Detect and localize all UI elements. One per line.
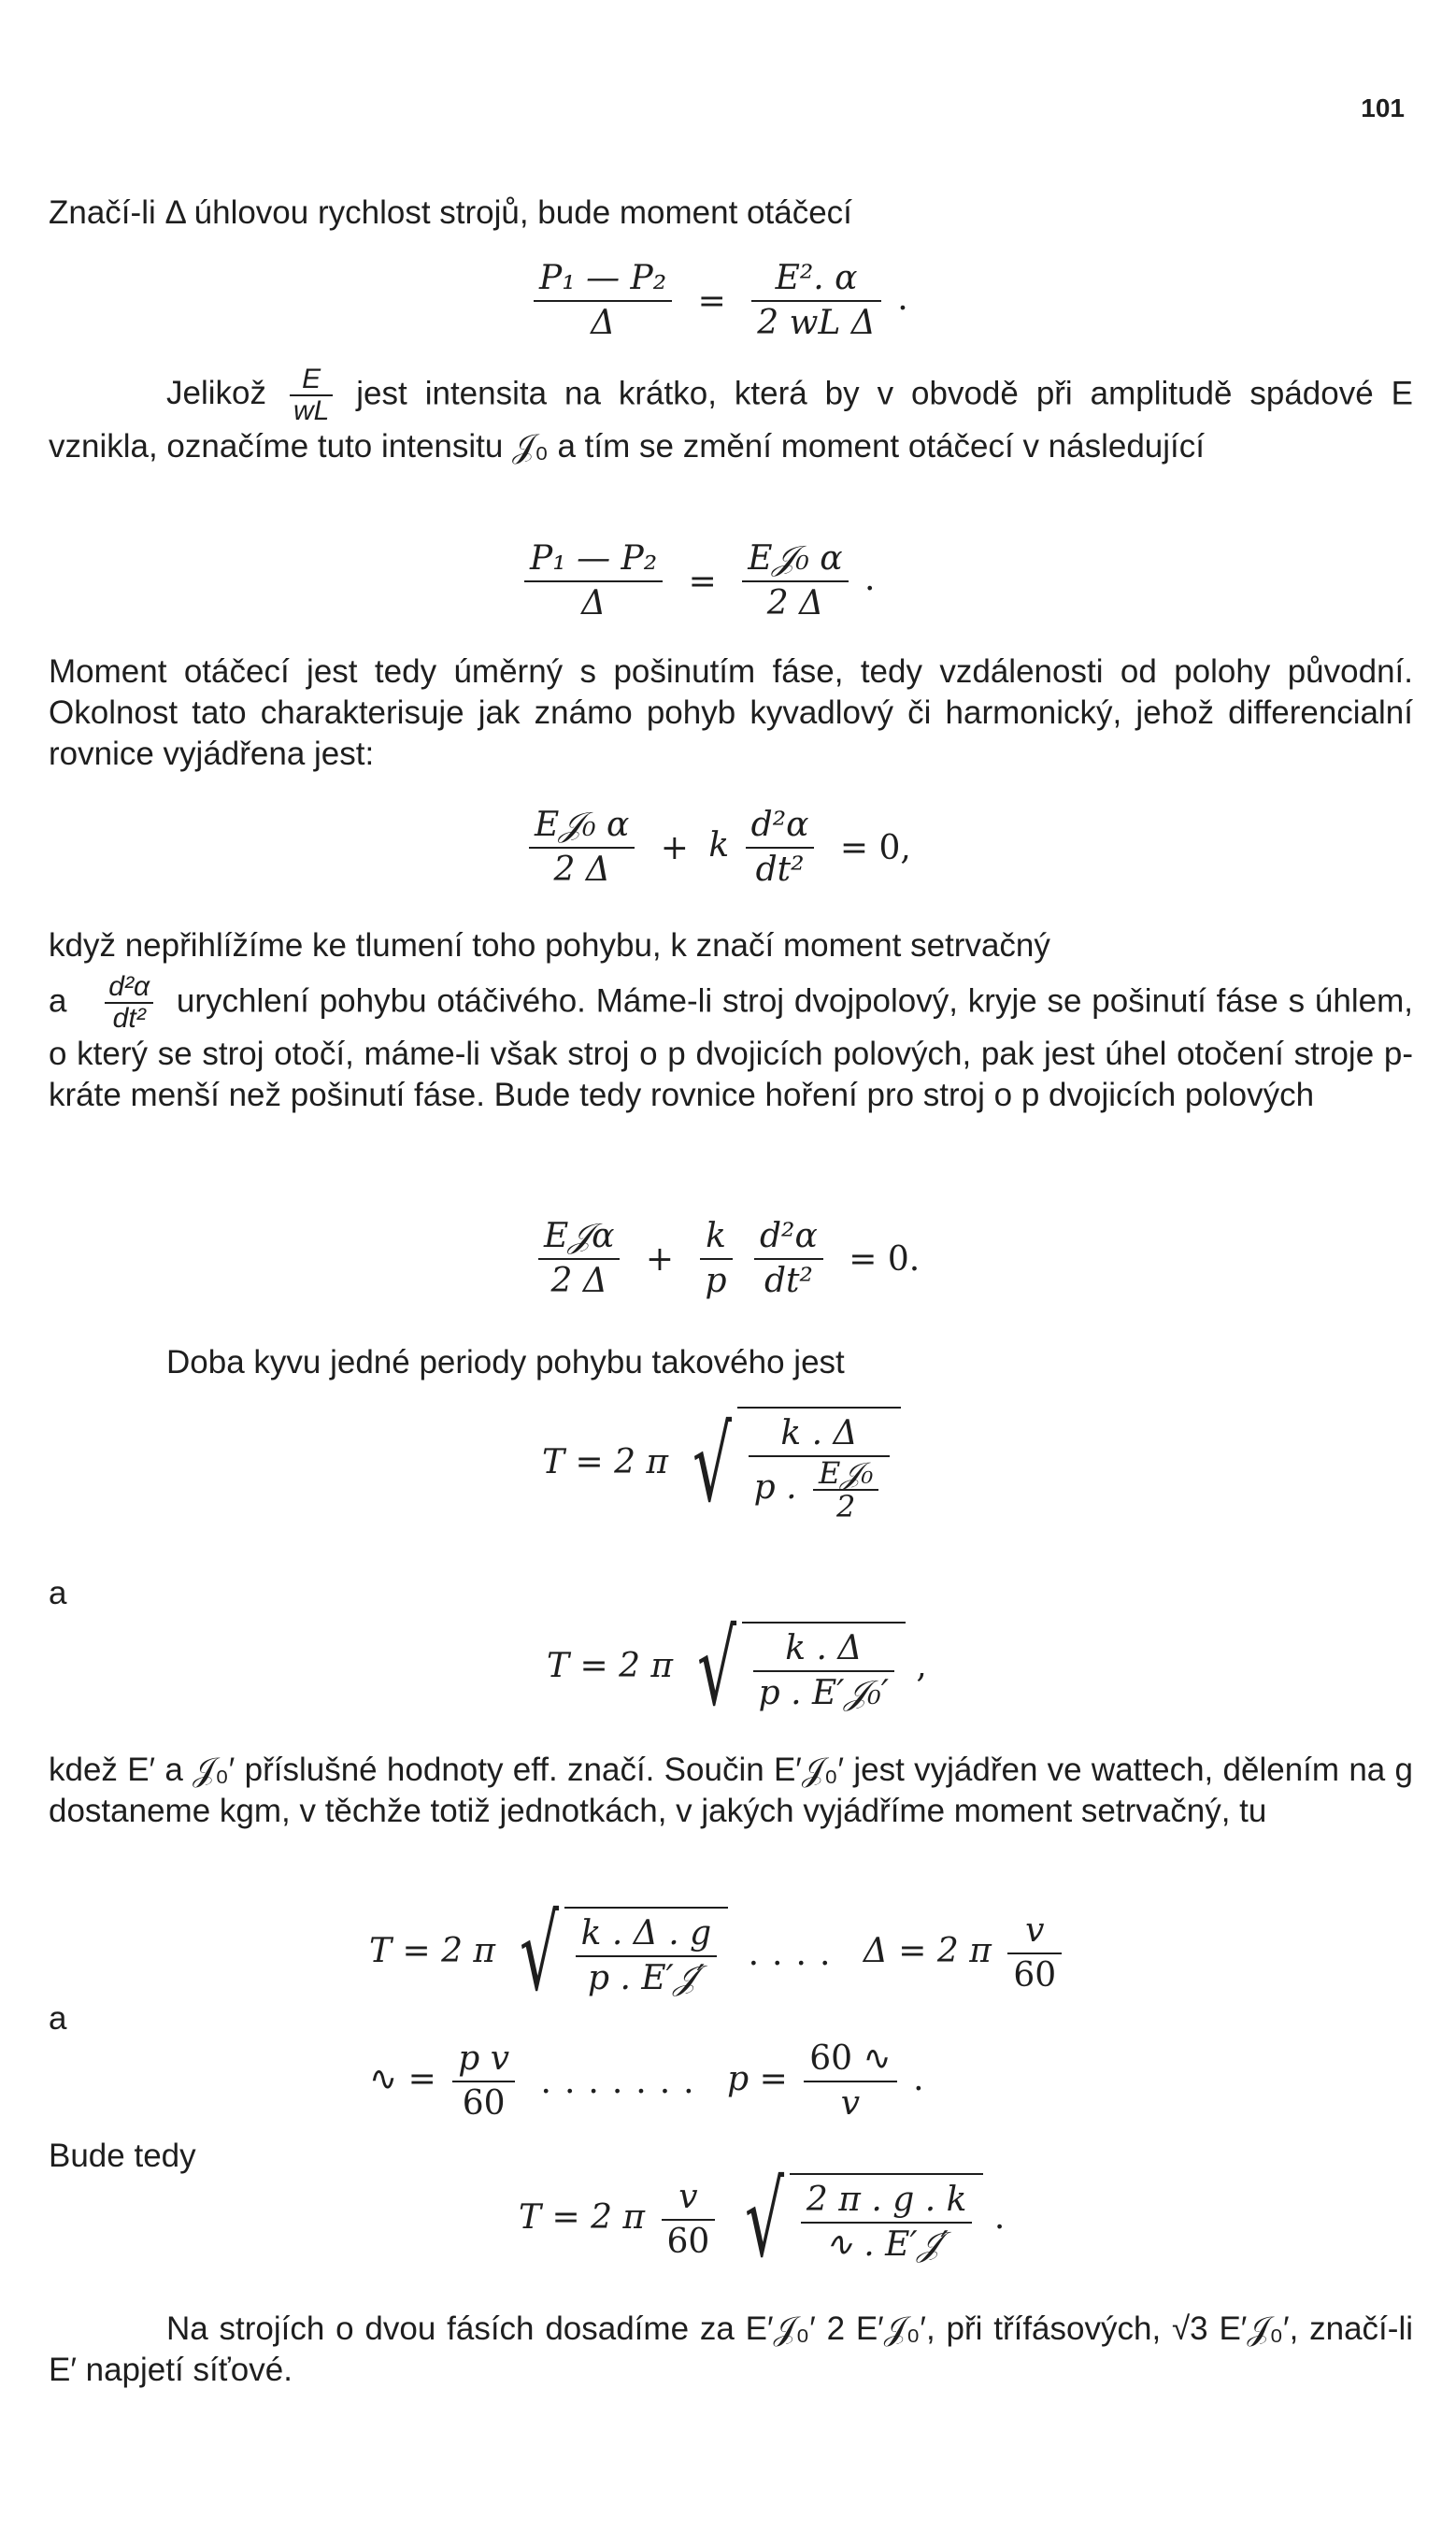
- fraction: $\frac{\text{E𝒥₀ α}}{2 \Delta}$: [742, 537, 848, 625]
- fraction: $\frac{\text{E𝒥α}}{2 \Delta}$: [538, 1215, 620, 1303]
- equation-harmonic: $\frac{\text{E𝒥₀ α}}{2 \Delta}$ + k $\frac{\text{d²α}}{\text{dt²}}$ = 0,: [523, 804, 921, 892]
- fraction: $\frac{v}{60}$: [662, 2176, 716, 2264]
- page-number: 101: [1361, 93, 1405, 122]
- equation-moment-2: $\frac{\text{P₁ — P₂}}{\Delta}$ = $\frac{\text{E𝒥₀ α}}{2 \Delta}$ .: [519, 537, 876, 625]
- fraction: $\frac{v}{60}$: [1007, 1910, 1062, 1997]
- square-root: √ $\frac{2 \pi . g . k}{\text{∿ . E′𝒥′}}$: [732, 2173, 984, 2267]
- fraction: $\frac{\text{d²α}}{\text{dt²}}$: [754, 1215, 823, 1303]
- fraction: $\frac{\text{P₁ — P₂}}{\Delta}$: [534, 257, 672, 345]
- fraction-e-over-wl: $\frac{E}{wL}$: [290, 365, 333, 426]
- fraction: $\frac{60 ∿}{v}$: [804, 2038, 896, 2125]
- fraction: $\frac{\text{E². α}}{\text{2 wL Δ}}$: [751, 257, 881, 345]
- paragraph-damping: když nepřihlížíme ke tlumení toho pohybu, k značí moment setrvačný: [49, 927, 1050, 964]
- fraction: $\frac{k}{p}$: [700, 1215, 733, 1303]
- equation-period-3: T = 2 π √ $\frac{k . \Delta . g}{\text{p . E′𝒥′}}$ .... Δ = 2 π $\frac{v}{60}$: [369, 1907, 1067, 2000]
- square-root: √ $\frac{k . \Delta}{\text{p . E′𝒥₀′}}$: [684, 1622, 906, 1715]
- paragraph-period: Doba kyvu jedné periody pohybu takového jest: [166, 1344, 845, 1380]
- conjunction-a: a: [49, 1575, 67, 1611]
- paragraph-harmonic: Moment otáčecí jest tedy úměrný s pošinutím fáse, tedy vzdálenosti od polohy původní. Okolnost tato charakterisuje jak známo pohyb kyvadlový či harmonický, jehož differencialní rovnice vyjádřena jest:: [49, 653, 1413, 772]
- equation-moment-1: $\frac{\text{P₁ — P₂}}{\Delta}$ = $\frac{\text{E². α}}{\text{2 wL Δ}}$ .: [528, 257, 908, 345]
- square-root: √ $\frac{k . \Delta . g}{\text{p . E′𝒥′}}$: [507, 1907, 729, 2000]
- conjunction-a: a: [49, 2000, 67, 2037]
- square-root: √ k . Δ p . $\frac{\text{E𝒥₀}}{2}$: [679, 1407, 902, 1523]
- equation-period-2: T = 2 π √ $\frac{k . \Delta}{\text{p . E′𝒥₀′}}$ ,: [547, 1609, 927, 1728]
- paragraph-acceleration: a $\frac{\text{d²α}}{\text{dt²}}$ urychlení pohybu otáčivého. Máme-li stroj dvojpolový, kryje se pošinutí fáse s úhlem, o který se stroj otočí, máme-li však stroj o p dvojicích polových, pak jest úhel otočení stroje p-kráte menší než pošinutí fáse. Bude tedy rovnice hoření pro stroj o p dvojicích polových: [49, 971, 1413, 1113]
- fraction: $\frac{\text{p v}}{60}$: [452, 2038, 515, 2125]
- fraction: $\frac{\text{E𝒥₀ α}}{2 \Delta}$: [529, 804, 635, 892]
- fraction-d2a-dt2: $\frac{\text{d²α}}{\text{dt²}}$: [105, 972, 153, 1034]
- paragraph-intensity: Jelikož $\frac{E}{wL}$ jest intensita na krátko, která by v obvodě při amplitudě spádové E vznikla, označíme tuto intensitu 𝒥₀ a tím se změní moment otáčecí v následující: [49, 364, 1414, 465]
- fraction: $\frac{\text{d²α}}{\text{dt²}}$: [746, 804, 815, 892]
- paragraph-watts: kdež E′ a 𝒥₀′ příslušné hodnoty eff. značí. Součin E′𝒥₀′ jest vyjádřen ve wattech, dělením na g dostaneme kgm, v těchže totiž jednotkách, v jakých vyjádříme moment setrvačný, tu: [49, 1752, 1413, 1829]
- fraction: $\frac{\text{P₁ — P₂}}{\Delta}$: [524, 537, 663, 625]
- equation-period-final: T = 2 π $\frac{v}{60}$ √ $\frac{2 \pi . g . k}{\text{∿ . E′𝒥′}}$ .: [519, 2160, 1006, 2280]
- equation-period-1: T = 2 π √ k . Δ p . $\frac{\text{E𝒥₀}}{2}$: [542, 1407, 901, 1523]
- equation-poles: $\frac{\text{E𝒥α}}{2 \Delta}$ + $\frac{k}{p}$ $\frac{\text{d²α}}{\text{dt²}}$ = 0.: [533, 1215, 929, 1303]
- paragraph-intro: Značí-li Δ úhlovou rychlost strojů, bude moment otáčecí: [49, 194, 852, 231]
- equation-frequency: ∿ = $\frac{\text{p v}}{60}$ ....... p = $\frac{60 ∿}{v}$ .: [369, 2038, 924, 2125]
- paragraph-phases: Na strojích o dvou fásích dosadíme za E′𝒥₀′ 2 E′𝒥₀′, při třífásových, √3 E′𝒥₀′, značí-li E′ napjetí síťové.: [49, 2310, 1413, 2388]
- paragraph-therefore: Bude tedy: [49, 2138, 196, 2174]
